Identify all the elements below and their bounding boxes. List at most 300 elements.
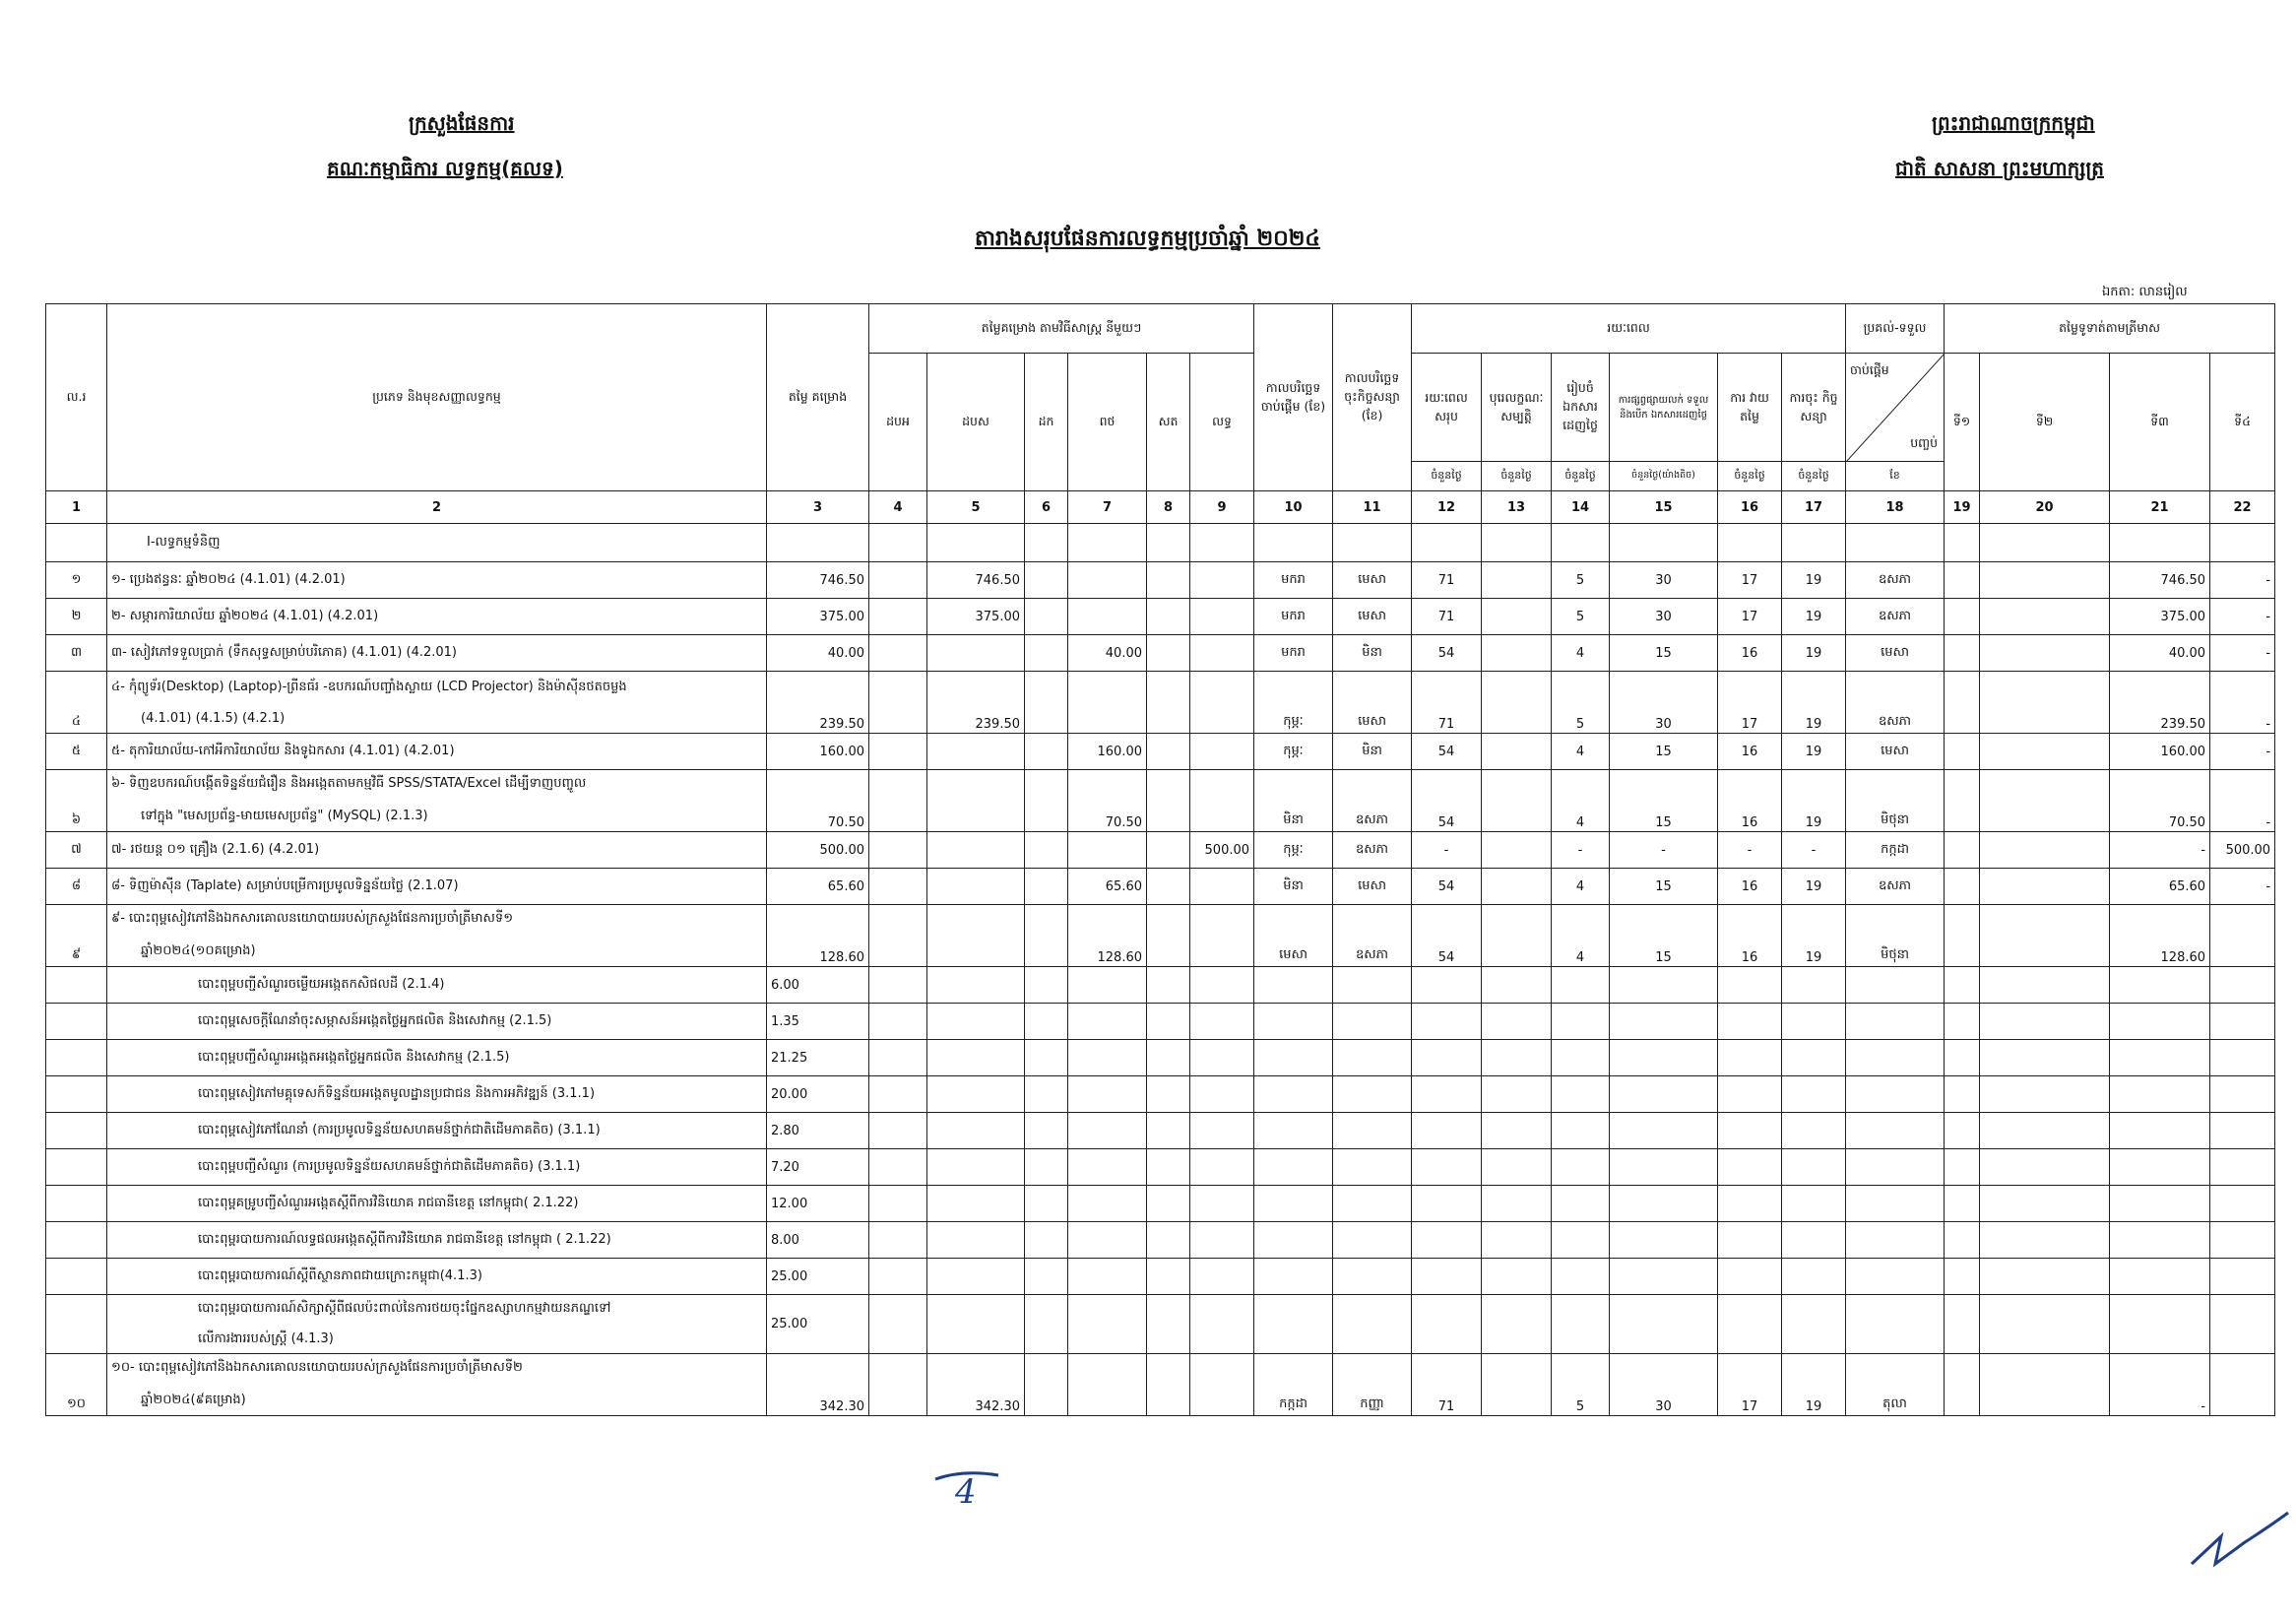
col-period-eval: ការ វាយតម្លៃ	[1718, 354, 1782, 462]
subitem-blank	[1718, 1222, 1782, 1259]
subitem-blank	[1945, 1186, 1980, 1222]
period-doc: 4	[1552, 770, 1610, 832]
start-month: មិនា	[1254, 869, 1333, 905]
subitem-blank	[1025, 1186, 1068, 1222]
q3-value	[2210, 905, 2275, 967]
period-prep	[1482, 869, 1552, 905]
subitem-description	[107, 1149, 767, 1186]
subitem-blank	[869, 967, 927, 1004]
col-number: 7	[1068, 491, 1147, 524]
src4-value: 70.50	[1068, 770, 1147, 832]
subitem-blank	[1718, 1004, 1782, 1040]
q1-value	[1980, 672, 2110, 734]
col-src6: លទ្ធ	[1190, 354, 1254, 491]
subitem-blank	[1068, 1004, 1147, 1040]
subitem-blank	[1552, 1004, 1610, 1040]
subitem-blank	[1333, 1149, 1412, 1186]
subitem-blank	[1552, 1222, 1610, 1259]
table-row	[46, 734, 2275, 770]
subitem-blank	[1254, 1295, 1333, 1354]
table-row	[46, 770, 2275, 832]
subitem-blank	[1718, 967, 1782, 1004]
subitem-blank	[1147, 967, 1190, 1004]
subitem-blank	[1945, 1295, 1980, 1354]
row-description-line: ៦- ទិញឧបករណ៍បង្កើតទិន្នន័យជំរឿន និងអង្កេតតាមកម្មវិធី SPSS/STATA/Excel ដើម្បីទាញបញ្ចូល	[111, 776, 587, 791]
src5-value	[1147, 905, 1190, 967]
period-open: 15	[1610, 770, 1718, 832]
row-description	[107, 869, 767, 905]
q2-value: 70.50	[2110, 770, 2210, 832]
period-prep	[1482, 770, 1552, 832]
row-number: ៥	[46, 734, 107, 770]
subitem-blank	[869, 1076, 927, 1113]
subitem-description-line: បោះពុម្ពរបាយការណ៍ស្តីពីស្ថានភាពជាយក្រោះកម្ពុជា(4.1.3)	[198, 1267, 482, 1283]
row-description	[107, 770, 767, 832]
row-description-line: ឆ្នាំ២០២៤(៩គម្រោង)	[141, 1393, 246, 1407]
subitem-description	[107, 1004, 767, 1040]
period-eval: 16	[1718, 905, 1782, 967]
subitem-blank	[927, 1149, 1025, 1186]
period-total: 71	[1412, 1354, 1482, 1416]
subitem-value: 25.00	[767, 1295, 869, 1354]
period-eval: 16	[1718, 869, 1782, 905]
col-number: 1	[46, 491, 107, 524]
col-number: 3	[767, 491, 869, 524]
row-description	[107, 1354, 767, 1416]
src3-value	[1025, 599, 1068, 635]
period-contract: 19	[1782, 672, 1846, 734]
subitem-blank	[1412, 1040, 1482, 1076]
subitem-blank	[1610, 1149, 1718, 1186]
subitem-blank	[1412, 1259, 1482, 1295]
sign-month: មេសា	[1333, 869, 1412, 905]
list-item	[46, 1040, 2275, 1076]
subitem-blank	[46, 1295, 107, 1354]
q2-value: -	[2110, 832, 2210, 869]
subitem-blank	[1025, 1259, 1068, 1295]
deliver-month: ឧសភា	[1846, 672, 1945, 734]
period-doc: 5	[1552, 562, 1610, 599]
row-description	[107, 832, 767, 869]
subitem-value: 7.20	[767, 1149, 869, 1186]
table-row	[46, 635, 2275, 672]
src5-value	[1147, 770, 1190, 832]
row-number: ៤	[46, 672, 107, 734]
subitem-value: 21.25	[767, 1040, 869, 1076]
subitem-blank	[1782, 1040, 1846, 1076]
subitem-blank	[1846, 1295, 1945, 1354]
subitem-blank	[1333, 967, 1412, 1004]
subitem-value: 6.00	[767, 967, 869, 1004]
unit-month: ខែ	[1846, 462, 1945, 491]
subitem-blank	[46, 967, 107, 1004]
start-month: កុម្ភៈ	[1254, 734, 1333, 770]
subitem-blank	[1846, 1004, 1945, 1040]
subitem-blank	[1846, 967, 1945, 1004]
subitem-blank	[46, 1149, 107, 1186]
deliver-start-label: ចាប់ផ្តើម	[1850, 362, 1889, 377]
subitem-blank	[1190, 967, 1254, 1004]
subitem-blank	[1782, 1113, 1846, 1149]
subitem-blank	[1068, 967, 1147, 1004]
subitem-description-line: បោះពុម្ពបញ្ជីសំណួរចម្លើយអង្កេតកសិផលដី (2.1.4)	[198, 976, 445, 992]
deliver-month: តុលា	[1846, 1354, 1945, 1416]
src1-value	[869, 770, 927, 832]
subitem-blank	[1782, 1295, 1846, 1354]
subitem-blank	[1846, 1076, 1945, 1113]
list-item	[46, 1259, 2275, 1295]
subitem-blank	[1610, 1295, 1718, 1354]
period-open: 30	[1610, 1354, 1718, 1416]
subitem-blank	[1482, 1259, 1552, 1295]
src4-value: 65.60	[1068, 869, 1147, 905]
q3-value: -	[2210, 635, 2275, 672]
q3-value: 500.00	[2210, 832, 2275, 869]
col-number: 18	[1846, 491, 1945, 524]
src2-value	[927, 635, 1025, 672]
col-src5: សត	[1147, 354, 1190, 491]
src1-value	[869, 869, 927, 905]
subitem-blank	[1147, 1076, 1190, 1113]
subitem-blank	[1147, 1222, 1190, 1259]
subitem-blank	[1190, 1149, 1254, 1186]
src2-value: 375.00	[927, 599, 1025, 635]
sign-month: មិនា	[1333, 635, 1412, 672]
national-motto: ជាតិ សាសនា ព្រះមហាក្សត្រ	[1895, 157, 2104, 180]
src3-value	[1025, 832, 1068, 869]
subitem-blank	[1412, 1004, 1482, 1040]
subitem-blank	[1482, 1186, 1552, 1222]
row-description	[107, 599, 767, 635]
list-item	[46, 1222, 2275, 1259]
deliver-month: មិថុនា	[1846, 905, 1945, 967]
period-total: 54	[1412, 734, 1482, 770]
col19-empty	[1945, 599, 1980, 635]
q1-value	[1980, 770, 2110, 832]
subitem-blank	[869, 1040, 927, 1076]
subitem-blank	[1147, 1259, 1190, 1295]
period-contract: 19	[1782, 635, 1846, 672]
period-contract: 19	[1782, 905, 1846, 967]
subitem-blank	[1147, 1186, 1190, 1222]
subitem-description-line: បោះពុម្ពសៀវភៅមគ្គុទេសក៍ទិន្នន័យអង្កេតមូលដ្ឋានប្រជាជន និងការអភិវឌ្ឍន៍ (3.1.1)	[198, 1085, 596, 1101]
deliver-end-label: បញ្ចប់	[1910, 435, 1939, 451]
subitem-blank	[2210, 1113, 2275, 1149]
row-cost: 342.30	[767, 1354, 869, 1416]
src5-value	[1147, 635, 1190, 672]
subitem-blank	[1552, 1295, 1610, 1354]
subitem-blank	[1333, 1259, 1412, 1295]
list-item	[46, 967, 2275, 1004]
list-item	[46, 1076, 2275, 1113]
sign-month: ឧសភា	[1333, 770, 1412, 832]
subitem-blank	[1610, 1186, 1718, 1222]
subitem-description-line: លើការងាររបស់ស្ត្រី (4.1.3)	[198, 1331, 334, 1346]
col-description: ប្រភេទ និងមុខសញ្ញាលទ្ធកម្ម	[107, 304, 767, 491]
subitem-blank	[1254, 1076, 1333, 1113]
unit-days: ចំនួនថ្ងៃ	[1482, 462, 1552, 491]
src4-value	[1068, 599, 1147, 635]
src4-value: 160.00	[1068, 734, 1147, 770]
subitem-blank	[46, 1076, 107, 1113]
subitem-description-line: បោះពុម្ពគម្រូបញ្ជីសំណួរអង្កេតស្តីពីការវិនិយោគ រាជធានីខេត្ត នៅកម្ពុជា( 2.1.22)	[198, 1195, 579, 1210]
period-open: 30	[1610, 599, 1718, 635]
subitem-description	[107, 1076, 767, 1113]
period-doc: 5	[1552, 599, 1610, 635]
subitem-blank	[1610, 1259, 1718, 1295]
subitem-blank	[1190, 1076, 1254, 1113]
subitem-blank	[1718, 1149, 1782, 1186]
subitem-value: 8.00	[767, 1222, 869, 1259]
row-description-line: ១- ប្រេងឥន្ធនៈ ឆ្នាំ២០២៤ (4.1.01) (4.2.01)	[111, 571, 346, 587]
deliver-month: មេសា	[1846, 734, 1945, 770]
row-number: ២	[46, 599, 107, 635]
table-row	[46, 599, 2275, 635]
subitem-blank	[1190, 1004, 1254, 1040]
row-description-line: ៥- តុការិយាល័យ-កៅអីការិយាល័យ និងទូឯកសារ (4.1.01) (4.2.01)	[111, 743, 455, 758]
subitem-blank	[1782, 1149, 1846, 1186]
period-eval: 16	[1718, 770, 1782, 832]
subitem-blank	[1718, 1259, 1782, 1295]
period-open: 15	[1610, 905, 1718, 967]
subitem-blank	[46, 1040, 107, 1076]
subitem-blank	[1190, 1113, 1254, 1149]
col-number: 17	[1782, 491, 1846, 524]
table-row	[46, 869, 2275, 905]
row-description	[107, 905, 767, 967]
subitem-blank	[1068, 1149, 1147, 1186]
table-row	[46, 905, 2275, 967]
src5-value	[1147, 599, 1190, 635]
q2-value: 239.50	[2110, 672, 2210, 734]
col-period-contract: ការចុះ កិច្ចសន្យា	[1782, 354, 1846, 462]
col19-empty	[1945, 770, 1980, 832]
row-number: ៧	[46, 832, 107, 869]
subitem-blank	[927, 1259, 1025, 1295]
subitem-blank	[2110, 1076, 2210, 1113]
subitem-description	[107, 1040, 767, 1076]
src2-value: 342.30	[927, 1354, 1025, 1416]
list-item	[46, 1186, 2275, 1222]
subitem-description-line: បោះពុម្ពរបាយការណ៍លទ្ធផលអង្កេតស្តីពីការវិនិយោគ រាជធានីខេត្ត នៅកម្ពុជា ( 2.1.22)	[198, 1231, 611, 1247]
col-sign: កាលបរិច្ឆេទ ចុះកិច្ចសន្យា (ខែ)	[1333, 304, 1412, 491]
period-doc: 5	[1552, 672, 1610, 734]
subitem-blank	[1333, 1113, 1412, 1149]
src3-value	[1025, 770, 1068, 832]
src3-value	[1025, 905, 1068, 967]
subitem-blank	[1412, 1076, 1482, 1113]
subitem-blank	[927, 1040, 1025, 1076]
subitem-blank	[2210, 1186, 2275, 1222]
subitem-blank	[1333, 1186, 1412, 1222]
subitem-blank	[2110, 1259, 2210, 1295]
row-description-line: (4.1.01) (4.1.5) (4.2.1)	[141, 711, 286, 726]
src3-value	[1025, 734, 1068, 770]
subitem-blank	[1068, 1222, 1147, 1259]
row-number: ៣	[46, 635, 107, 672]
col-number: 14	[1552, 491, 1610, 524]
subitem-blank	[1945, 1076, 1980, 1113]
src1-value	[869, 832, 927, 869]
src1-value	[869, 734, 927, 770]
col-group-deliver: ប្រគល់-ទទួល	[1846, 304, 1945, 354]
col-number: 2	[107, 491, 767, 524]
subitem-blank	[927, 1113, 1025, 1149]
subitem-blank	[869, 1222, 927, 1259]
src3-value	[1025, 635, 1068, 672]
committee-name: គណៈកម្មាធិការ លទ្ធកម្ម(គលទ)	[327, 157, 563, 180]
period-eval: 17	[1718, 1354, 1782, 1416]
q2-value: 375.00	[2110, 599, 2210, 635]
subitem-blank	[1147, 1149, 1190, 1186]
src4-value: 40.00	[1068, 635, 1147, 672]
subitem-blank	[1068, 1259, 1147, 1295]
row-cost: 500.00	[767, 832, 869, 869]
subitem-blank	[2110, 1222, 2210, 1259]
col-group-quarter: តម្លៃទូទាត់តាមត្រីមាស	[1945, 304, 2275, 354]
table-row	[46, 562, 2275, 599]
subitem-blank	[1718, 1186, 1782, 1222]
list-item	[46, 1113, 2275, 1149]
src3-value	[1025, 1354, 1068, 1416]
subitem-blank	[1254, 1186, 1333, 1222]
q3-value: -	[2210, 734, 2275, 770]
col19-empty	[1945, 562, 1980, 599]
subitem-blank	[1846, 1113, 1945, 1149]
subitem-blank	[927, 1004, 1025, 1040]
deliver-month: មិថុនា	[1846, 770, 1945, 832]
row-cost: 128.60	[767, 905, 869, 967]
row-number: ១	[46, 562, 107, 599]
src4-value	[1068, 832, 1147, 869]
subitem-blank	[1552, 1040, 1610, 1076]
subitem-blank	[1254, 1040, 1333, 1076]
subitem-blank	[927, 1222, 1025, 1259]
src3-value	[1025, 869, 1068, 905]
src5-value	[1147, 562, 1190, 599]
subitem-description-line: បោះពុម្ពបញ្ជីសំណួរ (ការប្រមូលទិន្នន័យសហគមន៍ថ្នាក់ជាតិដើមភាគតិច) (3.1.1)	[198, 1158, 581, 1174]
subitem-blank	[1945, 1113, 1980, 1149]
period-eval: 16	[1718, 734, 1782, 770]
period-total: 54	[1412, 635, 1482, 672]
col-period-doc: រៀបចំ ឯកសារ ដេញថ្លៃ	[1552, 354, 1610, 462]
sign-month: មេសា	[1333, 672, 1412, 734]
row-description-line: ៨- ទិញម៉ាស៊ីន (Taplate) សម្រាប់បម្រើការប្រមូលទិន្នន័យថ្លៃ (2.1.07)	[111, 877, 459, 893]
row-number: ៨	[46, 869, 107, 905]
period-contract: -	[1782, 832, 1846, 869]
period-open: 15	[1610, 869, 1718, 905]
period-eval: 16	[1718, 635, 1782, 672]
subitem-blank	[1782, 1186, 1846, 1222]
subitem-blank	[1718, 1295, 1782, 1354]
subitem-blank	[1980, 1186, 2110, 1222]
subitem-blank	[2210, 967, 2275, 1004]
subitem-blank	[1945, 967, 1980, 1004]
period-open: -	[1610, 832, 1718, 869]
period-doc: 4	[1552, 734, 1610, 770]
src6-value	[1190, 562, 1254, 599]
subitem-blank	[1846, 1149, 1945, 1186]
period-contract: 19	[1782, 734, 1846, 770]
src4-value	[1068, 672, 1147, 734]
col-no: ល.រ	[46, 304, 107, 491]
subitem-value: 2.80	[767, 1113, 869, 1149]
row-cost: 239.50	[767, 672, 869, 734]
period-contract: 19	[1782, 1354, 1846, 1416]
src2-value	[927, 905, 1025, 967]
subitem-blank	[1980, 1259, 2110, 1295]
start-month: មិនា	[1254, 770, 1333, 832]
subitem-blank	[2210, 1076, 2275, 1113]
subitem-blank	[1147, 1295, 1190, 1354]
subitem-blank	[1333, 1222, 1412, 1259]
subitem-blank	[1552, 1186, 1610, 1222]
row-cost: 40.00	[767, 635, 869, 672]
subitem-description	[107, 1113, 767, 1149]
subitem-blank	[1552, 1113, 1610, 1149]
subitem-blank	[1333, 1076, 1412, 1113]
subitem-blank	[1254, 1259, 1333, 1295]
subitem-blank	[1945, 1259, 1980, 1295]
col-number: 15	[1610, 491, 1718, 524]
subitem-blank	[1846, 1222, 1945, 1259]
row-description-line: ១០- បោះពុម្ពសៀវភៅនិងឯកសារគោលនយោបាយរបស់ក្រសួងផែនការប្រចាំត្រីមាសទី២	[111, 1360, 523, 1375]
col-period-prep: បុរេលក្ខណៈ សម្បត្តិ	[1482, 354, 1552, 462]
col-number: 5	[927, 491, 1025, 524]
col19-empty	[1945, 672, 1980, 734]
subitem-blank	[1945, 1004, 1980, 1040]
period-open: 15	[1610, 635, 1718, 672]
subitem-blank	[1945, 1149, 1980, 1186]
start-month: មករា	[1254, 562, 1333, 599]
src6-value	[1190, 599, 1254, 635]
subitem-blank	[1025, 1295, 1068, 1354]
row-cost: 160.00	[767, 734, 869, 770]
period-prep	[1482, 905, 1552, 967]
subitem-blank	[1980, 967, 2110, 1004]
subitem-blank	[927, 1186, 1025, 1222]
src4-value: 128.60	[1068, 905, 1147, 967]
row-description	[107, 672, 767, 734]
src4-value	[1068, 562, 1147, 599]
q1-value	[1980, 832, 2110, 869]
sign-month: ឧសភា	[1333, 905, 1412, 967]
col-period-total: រយៈពេល សរុប	[1412, 354, 1482, 462]
src6-value	[1190, 905, 1254, 967]
col-number: 16	[1718, 491, 1782, 524]
row-description-line: ឆ្នាំ២០២៤(១០គម្រោង)	[141, 943, 256, 958]
subitem-value: 12.00	[767, 1186, 869, 1222]
subitem-blank	[1254, 1149, 1333, 1186]
section-title: I-លទ្ធកម្មទំនិញ	[107, 524, 767, 562]
start-month: មករា	[1254, 599, 1333, 635]
period-doc: 4	[1552, 905, 1610, 967]
col-number: 9	[1190, 491, 1254, 524]
subitem-blank	[1782, 1222, 1846, 1259]
subitem-blank	[1482, 1222, 1552, 1259]
subitem-blank	[1190, 1259, 1254, 1295]
q3-value: -	[2210, 599, 2275, 635]
src3-value	[1025, 562, 1068, 599]
col19-empty	[1945, 832, 1980, 869]
subitem-blank	[1552, 1259, 1610, 1295]
row-description-line: ២- សម្ភារការិយាល័យ ឆ្នាំ២០២៤ (4.1.01) (4.2.01)	[111, 608, 379, 623]
period-doc: 4	[1552, 635, 1610, 672]
subitem-blank	[1610, 967, 1718, 1004]
col-group-period: រយៈពេល	[1412, 304, 1846, 354]
src6-value	[1190, 635, 1254, 672]
subitem-blank	[1025, 1113, 1068, 1149]
